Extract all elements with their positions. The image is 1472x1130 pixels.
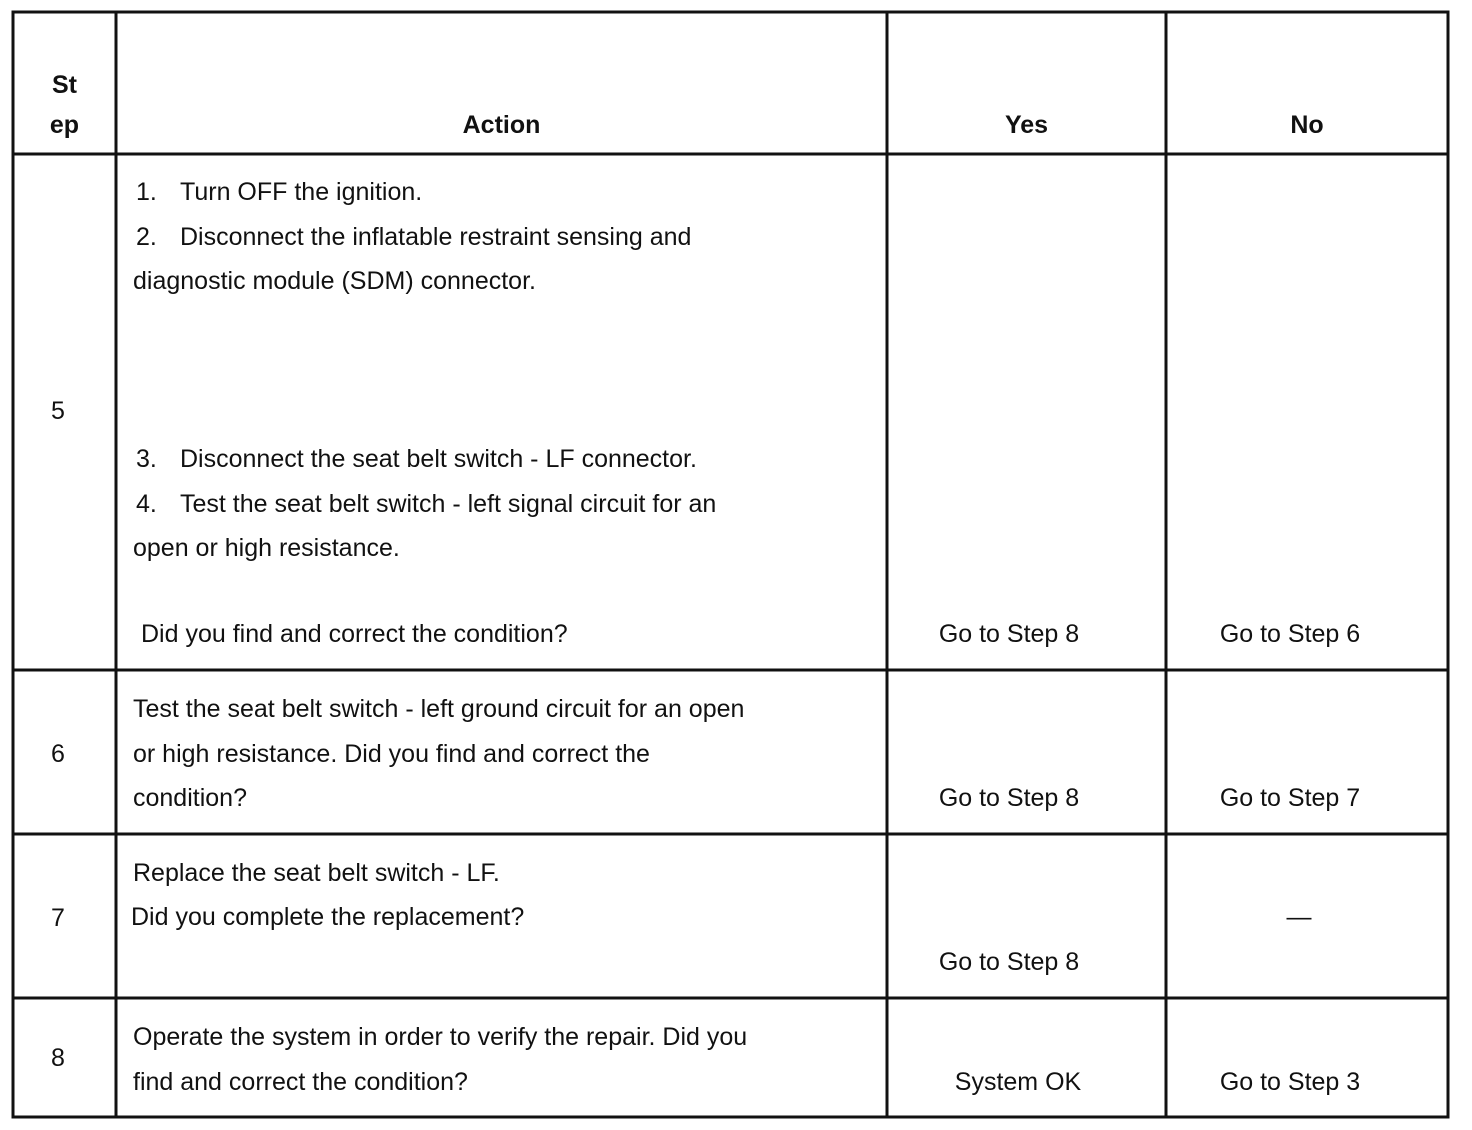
step-number: 5 [51, 397, 65, 425]
no-result: Go to Step 7 [1219, 784, 1361, 812]
yes-result: Go to Step 8 [938, 948, 1080, 976]
action-item-number: 4. [136, 490, 157, 518]
header-action: Action [462, 111, 541, 139]
action-line: condition? [133, 784, 247, 812]
action-item-text: Disconnect the seat belt switch - LF connector. [180, 445, 697, 473]
action-line: Test the seat belt switch - left ground circuit for an open [133, 695, 745, 723]
yes-result: Go to Step 8 [938, 620, 1080, 648]
header-yes: Yes [1004, 111, 1049, 139]
action-item-continuation: diagnostic module (SDM) connector. [133, 267, 536, 295]
step-number: 8 [51, 1044, 65, 1072]
action-item-text: Test the seat belt switch - left signal circuit for an [180, 490, 717, 518]
action-item-number: 3. [136, 445, 157, 473]
action-item-number: 2. [136, 223, 157, 251]
header-no: No [1290, 111, 1324, 139]
action-line: or high resistance. Did you find and correct the [133, 740, 650, 768]
header-step-line1: St [52, 71, 77, 99]
action-item-text: Turn OFF the ignition. [180, 178, 423, 206]
action-question: Did you find and correct the condition? [141, 620, 568, 648]
step-number: 7 [51, 904, 65, 932]
action-item-text: Disconnect the inflatable restraint sensing and [180, 223, 692, 251]
action-line: Replace the seat belt switch - LF. [133, 859, 500, 887]
no-result: Go to Step 3 [1219, 1068, 1361, 1096]
no-result: Go to Step 6 [1219, 620, 1361, 648]
yes-result: Go to Step 8 [938, 784, 1080, 812]
action-item-number: 1. [136, 178, 157, 206]
action-line: find and correct the condition? [133, 1068, 468, 1096]
header-step-line2: ep [49, 111, 80, 139]
action-line: Did you complete the replacement? [131, 903, 525, 931]
step-number: 6 [51, 740, 65, 768]
action-line: Operate the system in order to verify the repair. Did you [133, 1023, 748, 1051]
action-item-continuation: open or high resistance. [133, 534, 400, 562]
no-result-dash: — [1286, 903, 1312, 931]
yes-result: System OK [954, 1068, 1082, 1096]
